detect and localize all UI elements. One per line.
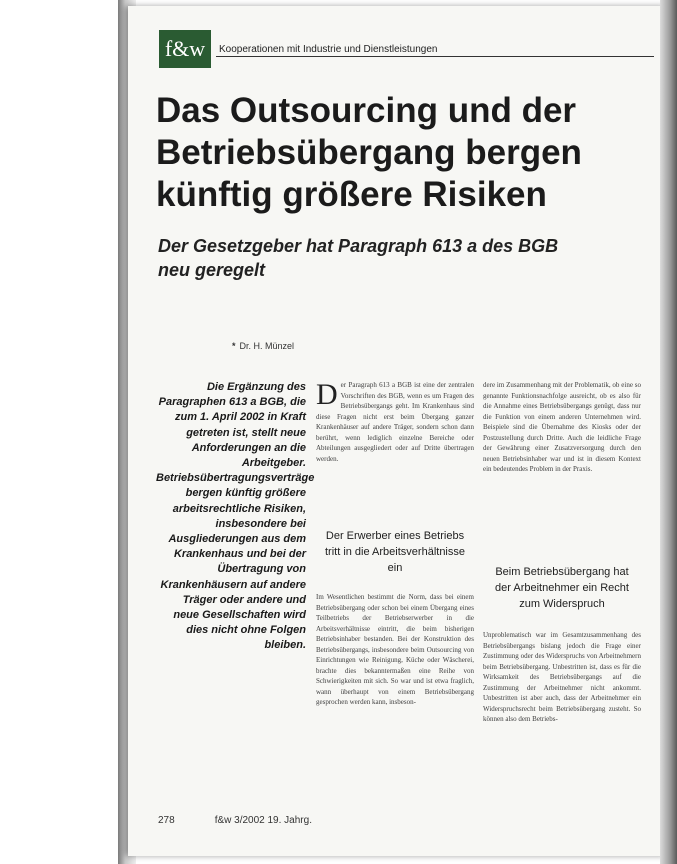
section-label: Kooperationen mit Industrie und Dienstleistungen bbox=[219, 44, 438, 55]
article-headline: Das Outsourcing und der Betriebsübergang bergen künftig größere Risiken bbox=[156, 91, 582, 214]
header-rule bbox=[216, 56, 654, 57]
author-name: Dr. H. Münzel bbox=[239, 341, 295, 351]
page-stack-edge bbox=[660, 0, 677, 864]
issue-info: f&w 3/2002 19. Jahrg. bbox=[214, 815, 312, 826]
author-line bbox=[232, 341, 294, 351]
drop-cap: D bbox=[316, 380, 338, 411]
intro-paragraph: Die Ergänzung des Paragraphen 613 a BGB, die zum 1. April 2002 in Kraft getreten ist, stellt neue Anforderungen an die Arbeitgeber. Betriebsübertragungsverträge bergen künftig größere arbeitsrechtliche Risiken, insbesondere bei Ausgliederungen aus dem Krankenhaus und bei der Übertragung von Krankenhäusern auf andere Träger oder andere und neue Gesellschaften wird dies nicht ohne Folgen bleiben. bbox=[156, 381, 315, 652]
fw-logo: f&w bbox=[159, 30, 211, 68]
column-1-bottom: Im Wesentlichen bestimmt die Norm, dass bei einem Betriebsübergang oder schon bei einem Übergang eines Teilbetriebs der Betriebserwerber in die Arbeitsverhältnisse eintritt, die beim bisherigen Betriebsinhaber bestanden. Bei der Konstruktion des Betriebsübergangs, insbesondere beim Outsourcing von Einrichtungen wie Reinigung, Küche oder Wäscherei, brachte dies bekanntermaßen eine Reihe von Schwierigkeiten mit sich. So war und ist etwa fraglich, wann überhaupt von einem Betriebsübergang gesprochen werden kann, insbeson- bbox=[316, 593, 474, 706]
pull-quote-2: Beim Betriebsübergang hat der Arbeitnehmer ein Recht zum Widerspruch bbox=[495, 566, 629, 610]
column-1-top-text: er Paragraph 613 a BGB ist eine der zentralen Vorschriften des BGB, wenn es um Fragen des Betriebsübergangs geht. Im Krankenhaus sind diese Fragen nicht erst beim Übergang ganzer Krankenhäuser auf andere Träger, sondern schon dann berührt, wenn lediglich einzelne Bereiche oder Abteilungen ausgegliedert oder auf Dritte übertragen werden. bbox=[316, 381, 474, 463]
column-2-top: dere im Zusammenhang mit der Problematik, ob eine so genannte Funktionsnachfolge ausreicht, ob es also für die Annahme eines Betriebsübergangs genügt, dass nur die Funktion von einem anderen Unternehmen wird. Beispiele sind die Übernahme des Kiosks oder der Postzustellung durch Dritte. Auch die leidliche Frage der Gewährung einer Zusatzversorgung durch den neuen Betriebsinhaber war und ist in diesem Kontext ein bedeutendes Problem in der Praxis. bbox=[483, 381, 641, 473]
author-marker: * bbox=[232, 341, 236, 351]
column-1-top bbox=[316, 380, 474, 530]
page-number: 278 bbox=[158, 815, 175, 826]
pull-quote-1: Der Erwerber eines Betriebs tritt in die Arbeitsverhältnisse ein bbox=[324, 530, 465, 574]
column-2-bottom: Unproblematisch war im Gesamtzusammenhang des Betriebsübergangs bislang jedoch die Frage einer Zustimmung oder des Widerspruchs von Arbeitnehmern beim Betriebsübergang. Unbestritten ist, dass es für die Wirksamkeit des Betriebsübergangs auf die Zustimmung der Arbeitnehmer nicht ankommt. Unbestritten ist aber auch, dass der Arbeitnehmer ein Widerspruchsrecht beim Betriebsübergang zusteht. So können also dem Betriebs- bbox=[483, 631, 641, 723]
page-footer bbox=[158, 815, 352, 826]
article-subheadline: Der Gesetzgeber hat Paragraph 613 a des BGB neu geregelt bbox=[158, 236, 559, 280]
